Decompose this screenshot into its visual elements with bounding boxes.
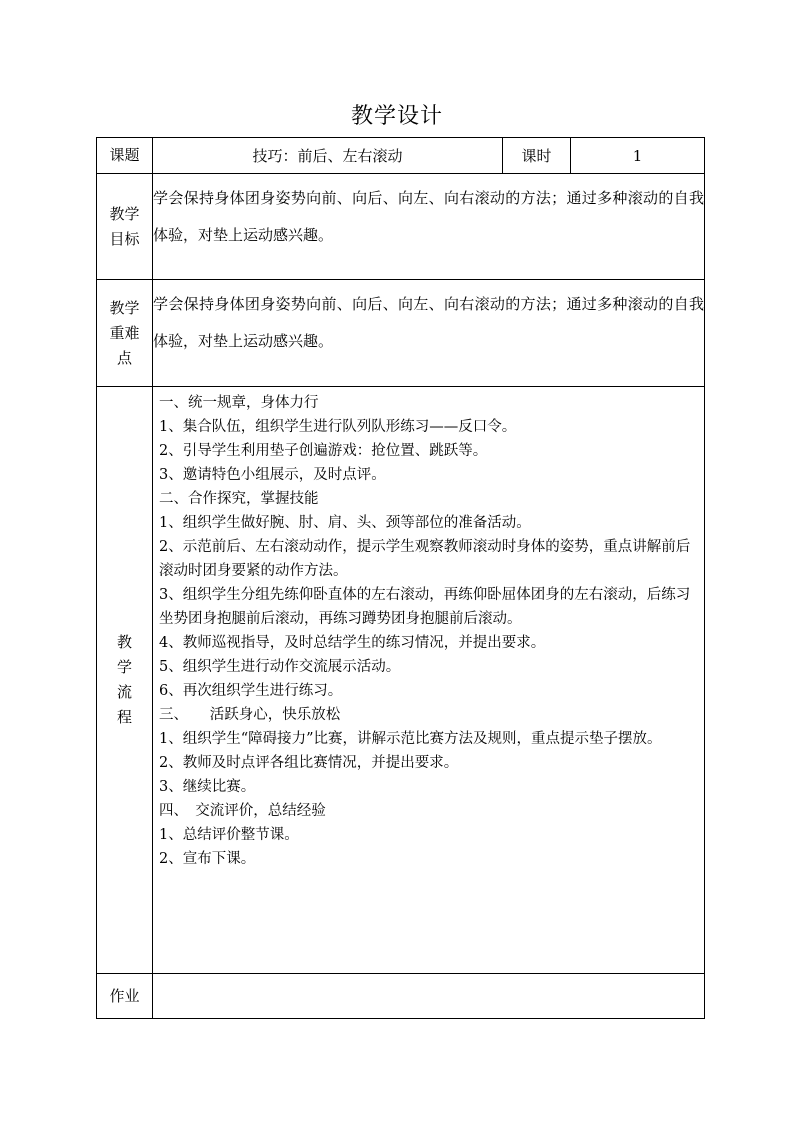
process-line: 三、 活跃身心，快乐放松 [159,707,341,723]
process-label [97,387,153,974]
key-points-text: 学会保持身体团身姿势向前、向后、向左、向右滚动的方法；通过多种滚动的自我体验，对垫上运动感兴趣。 [153,295,704,350]
key-points-label-line: 教学 [109,298,140,317]
process-line: 3、组织学生分组先练仰卧直体的左右滚动，再练仰卧屈体团身的左右滚动，后练习坐势团身抱腿前后滚动，再练习蹲势团身抱腿前后滚动。 [159,587,691,627]
process-line: 1、总结评价整节课。 [159,827,299,843]
homework-content [153,974,705,1019]
process-label-char: 流 [116,683,132,701]
process-line: 2、教师及时点评各组比赛情况，并提出要求。 [159,755,459,771]
process-label-char: 教 [116,633,132,651]
lesson-plan-table [96,137,705,1019]
header-row [97,138,705,174]
goal-label [97,174,153,280]
process-line: 四、 交流评价，总结经验 [159,803,326,819]
hours-label: 课时 [503,138,571,174]
process-line: 1、组织学生做好腕、肘、肩、头、颈等部位的准备活动。 [159,515,531,531]
key-points-label-line: 点 [116,348,132,367]
goal-text: 学会保持身体团身姿势向前、向后、向左、向右滚动的方法；通过多种滚动的自我体验，对垫上运动感兴趣。 [153,189,704,244]
process-line: 2、引导学生利用垫子创遍游戏：抢位置、跳跃等。 [159,443,488,459]
goal-text-cell [153,174,705,280]
key-points-label [97,280,153,387]
process-line: 6、再次组织学生进行练习。 [159,683,343,699]
process-line: 1、集合队伍，组织学生进行队列队形练习——反口令。 [159,419,517,435]
topic-label: 课题 [97,138,153,174]
topic-value: 技巧：前后、左右滚动 [153,138,503,174]
process-row [97,387,705,974]
key-points-text-cell [153,280,705,387]
document-title: 教学设计 [350,104,443,129]
process-line: 2、示范前后、左右滚动动作，提示学生观察教师滚动时身体的姿势，重点讲解前后滚动时团身要紧的动作方法。 [159,539,691,579]
process-line: 2、宣布下课。 [159,851,256,867]
process-line: 一、统一规章，身体力行 [159,395,319,411]
process-line: 二、合作探究，掌握技能 [159,491,319,507]
process-label-char: 学 [116,658,132,676]
goal-row [97,174,705,280]
process-line: 3、邀请特色小组展示，及时点评。 [159,467,386,483]
key-points-label-line: 重难 [109,323,140,342]
process-line: 4、教师巡视指导，及时总结学生的练习情况，并提出要求。 [159,635,546,651]
key-points-row [97,280,705,387]
process-content [153,387,705,974]
goal-label-line: 目标 [109,229,140,248]
process-label-char: 程 [116,708,132,726]
hours-value: 1 [571,138,705,174]
process-line: 3、继续比赛。 [159,779,256,795]
homework-label: 作业 [97,974,153,1019]
homework-row [97,974,705,1019]
goal-label-line: 教学 [109,204,140,223]
process-line: 1、组织学生“障碍接力”比赛，讲解示范比赛方法及规则，重点提示垫子摆放。 [159,731,662,747]
process-line: 5、组织学生进行动作交流展示活动。 [159,659,401,675]
